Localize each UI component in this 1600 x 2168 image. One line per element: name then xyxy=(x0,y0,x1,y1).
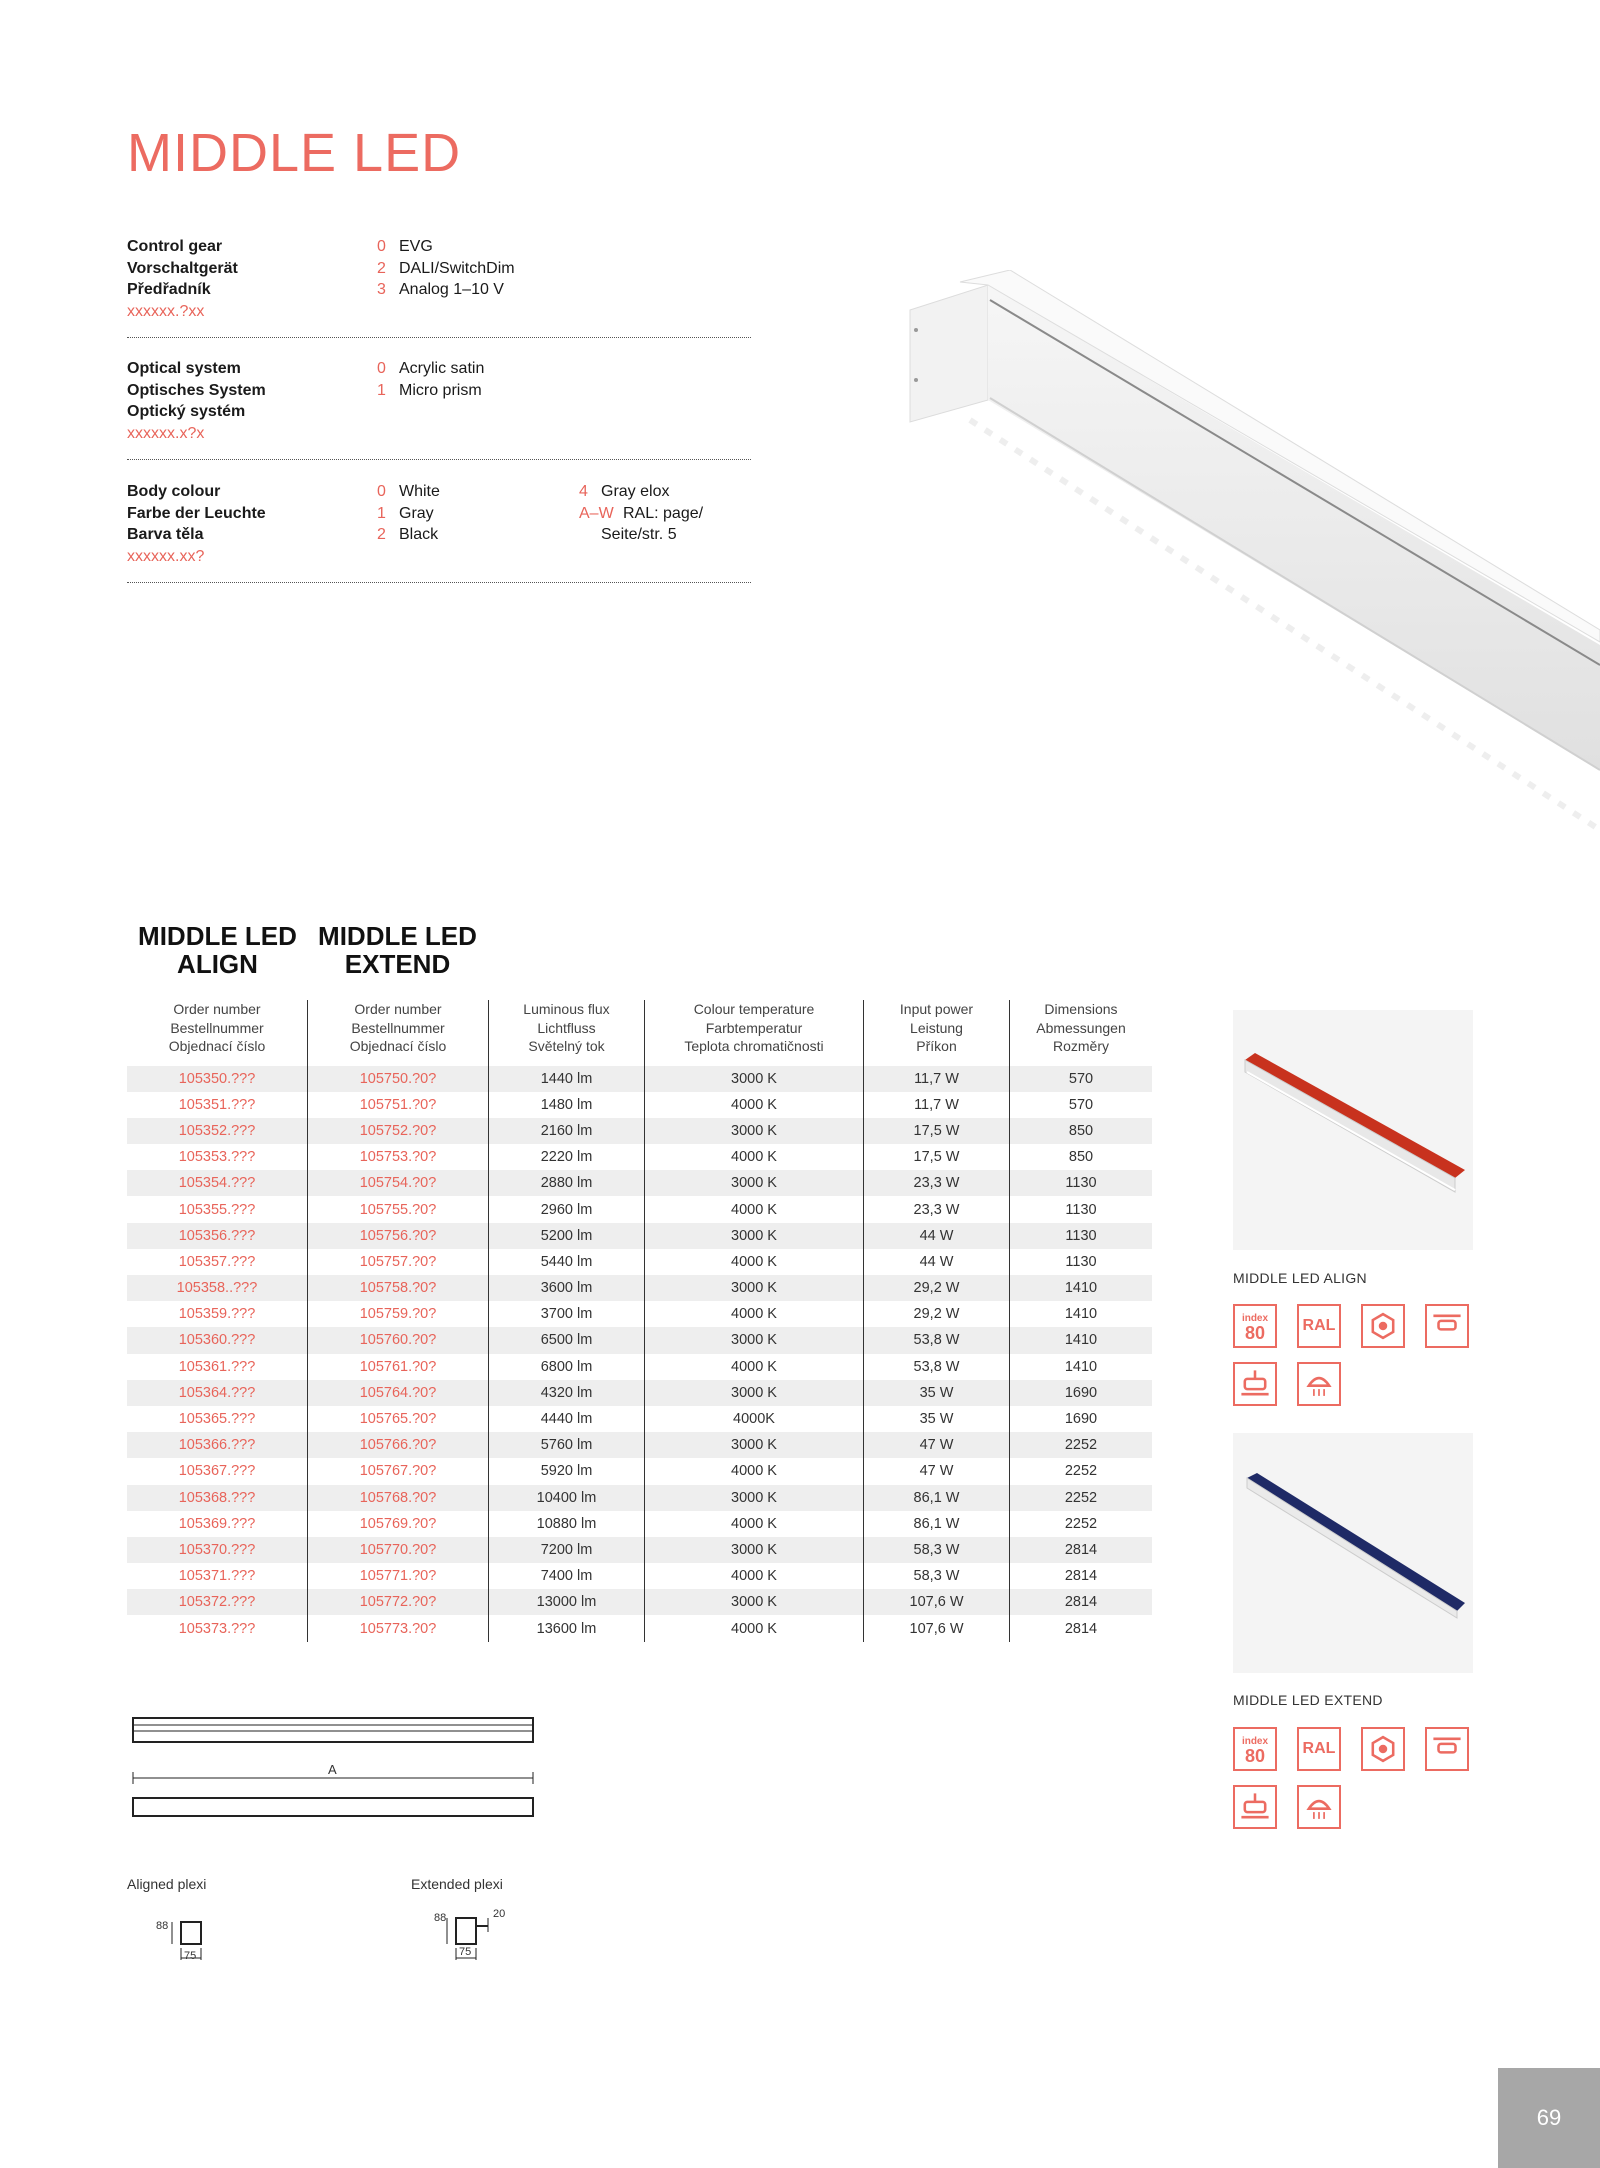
option-value xyxy=(377,236,515,258)
product-label-align: MIDDLE LED ALIGN xyxy=(1233,1270,1367,1286)
table-cell: 86,1 W xyxy=(864,1485,1010,1511)
page-number: 69 xyxy=(1498,2068,1600,2168)
feature-icons-align xyxy=(1233,1304,1493,1414)
table-cell: 105352.??? xyxy=(127,1118,308,1144)
dotted-divider xyxy=(127,337,751,338)
table-cell: 105373.??? xyxy=(127,1615,308,1641)
table-cell: 35 W xyxy=(864,1406,1010,1432)
table-cell: 2960 lm xyxy=(489,1196,645,1222)
table-row xyxy=(127,1615,1152,1641)
column-header-line: Lichtfluss xyxy=(537,1019,596,1036)
option-text: White xyxy=(399,483,440,500)
option-number: A–W xyxy=(579,504,614,522)
table-cell: 105364.??? xyxy=(127,1380,308,1406)
option-text: EVG xyxy=(399,238,433,255)
column-header-line: Leistung xyxy=(910,1019,963,1036)
index-label: index xyxy=(1241,1313,1269,1324)
table-cell: 2252 xyxy=(1010,1458,1153,1484)
option-text: DALI/SwitchDim xyxy=(399,259,515,277)
table-row xyxy=(127,1485,1152,1511)
table-cell: 105767.?0? xyxy=(308,1458,489,1484)
table-cell: 1410 xyxy=(1010,1275,1153,1301)
table-row xyxy=(127,1589,1152,1615)
table-cell: 105768.?0? xyxy=(308,1485,489,1511)
product-label-extend: MIDDLE LED EXTEND xyxy=(1233,1692,1383,1708)
table-cell: 29,2 W xyxy=(864,1275,1010,1301)
table-cell: 3000 K xyxy=(645,1432,864,1458)
table-cell: 105359.??? xyxy=(127,1301,308,1327)
option-label: Vorschaltgerät xyxy=(127,259,238,277)
ral-icon xyxy=(1297,1304,1341,1348)
table-cell: 2252 xyxy=(1010,1511,1153,1537)
column-header xyxy=(489,1000,645,1066)
table-cell: 2880 lm xyxy=(489,1170,645,1196)
option-value xyxy=(579,524,703,546)
option-code: xxxxxx.xx? xyxy=(127,547,205,565)
table-cell: 5920 lm xyxy=(489,1458,645,1484)
table-cell: 105764.?0? xyxy=(308,1380,489,1406)
option-labels xyxy=(127,358,266,444)
option-text: Micro prism xyxy=(399,381,482,399)
table-cell: 58,3 W xyxy=(864,1537,1010,1563)
profile-extended-height: 88 xyxy=(434,1912,447,1924)
table-cell: 1410 xyxy=(1010,1327,1153,1353)
table-cell: 1410 xyxy=(1010,1301,1153,1327)
profile-aligned-height: 88 xyxy=(156,1920,169,1932)
option-values xyxy=(377,358,484,401)
option-label: Control gear xyxy=(127,238,223,255)
suspended-light-icon xyxy=(1297,1785,1341,1829)
column-header xyxy=(864,1000,1010,1066)
table-row xyxy=(127,1066,1152,1092)
table-row xyxy=(127,1563,1152,1589)
table-cell: 4000 K xyxy=(645,1563,864,1589)
option-block xyxy=(127,481,751,581)
table-cell: 2160 lm xyxy=(489,1118,645,1144)
table-cell: 105750.?0? xyxy=(308,1066,489,1092)
option-number: 1 xyxy=(377,381,386,399)
option-value xyxy=(377,358,484,380)
table-cell: 11,7 W xyxy=(864,1092,1010,1118)
option-label: Optical system xyxy=(127,360,241,377)
table-cell: 13600 lm xyxy=(489,1615,645,1641)
table-cell: 4000 K xyxy=(645,1092,864,1118)
option-value xyxy=(377,481,440,503)
table-cell: 4440 lm xyxy=(489,1406,645,1432)
table-cell: 7200 lm xyxy=(489,1537,645,1563)
option-value xyxy=(579,481,703,503)
profile-label-extended: Extended plexi xyxy=(411,1876,503,1892)
option-number: 1 xyxy=(377,504,386,522)
table-cell: 2252 xyxy=(1010,1485,1153,1511)
column-header xyxy=(1010,1000,1153,1066)
table-cell: 3000 K xyxy=(645,1327,864,1353)
option-text: Seite/str. 5 xyxy=(601,526,677,543)
option-number: 2 xyxy=(377,259,386,277)
profile-aligned-width: 75 xyxy=(184,1950,197,1962)
dotted-divider xyxy=(127,459,751,460)
option-label: Předřadník xyxy=(127,281,211,298)
table-cell: 105365.??? xyxy=(127,1406,308,1432)
option-text: Acrylic satin xyxy=(399,360,485,377)
index-value: 80 xyxy=(1244,1746,1266,1766)
table-cell: 4000 K xyxy=(645,1196,864,1222)
table-cell: 6800 lm xyxy=(489,1354,645,1380)
table-cell: 4000K xyxy=(645,1406,864,1432)
table-cell: 3700 lm xyxy=(489,1301,645,1327)
table-cell: 1130 xyxy=(1010,1196,1153,1222)
table-cell: 105369.??? xyxy=(127,1511,308,1537)
column-header-line: Objednací číslo xyxy=(349,1038,447,1054)
table-cell: 105761.?0? xyxy=(308,1354,489,1380)
table-cell: 58,3 W xyxy=(864,1563,1010,1589)
group-header-line: MIDDLE LED xyxy=(318,921,477,951)
dimension-label: A xyxy=(328,1762,337,1777)
page-title: MIDDLE LED xyxy=(127,123,462,183)
table-cell: 4000 K xyxy=(645,1511,864,1537)
option-text: RAL: page/ xyxy=(623,504,704,522)
table-cell: 105755.?0? xyxy=(308,1196,489,1222)
column-header xyxy=(127,1000,308,1066)
option-values xyxy=(579,481,703,546)
table-cell: 2814 xyxy=(1010,1589,1153,1615)
table-cell: 53,8 W xyxy=(864,1327,1010,1353)
option-number: 0 xyxy=(377,238,386,255)
option-label: Body colour xyxy=(127,483,221,500)
option-values xyxy=(377,481,440,546)
table-cell: 850 xyxy=(1010,1118,1153,1144)
table-cell: 4320 lm xyxy=(489,1380,645,1406)
option-block xyxy=(127,236,751,336)
group-header-line: EXTEND xyxy=(344,949,451,979)
pendant-mount-icon xyxy=(1233,1785,1277,1829)
feature-icons-extend xyxy=(1233,1727,1493,1837)
profile-label-aligned: Aligned plexi xyxy=(127,1876,207,1892)
option-value xyxy=(377,524,440,546)
column-header xyxy=(645,1000,864,1066)
ral-label: RAL xyxy=(1302,1317,1336,1334)
table-cell: 105751.?0? xyxy=(308,1092,489,1118)
pendant-mount-icon xyxy=(1233,1362,1277,1406)
table-cell: 105360.??? xyxy=(127,1327,308,1353)
index-label: index xyxy=(1241,1736,1269,1747)
table-cell: 4000 K xyxy=(645,1458,864,1484)
dotted-divider xyxy=(127,582,751,583)
option-text: Black xyxy=(399,526,439,543)
table-cell: 105757.?0? xyxy=(308,1249,489,1275)
table-cell: 1410 xyxy=(1010,1354,1153,1380)
table-cell: 5440 lm xyxy=(489,1249,645,1275)
table-cell: 105758.?0? xyxy=(308,1275,489,1301)
nut-icon xyxy=(1361,1304,1405,1348)
table-cell: 3600 lm xyxy=(489,1275,645,1301)
column-header-line: Order number xyxy=(354,1001,442,1017)
table-cell: 105759.?0? xyxy=(308,1301,489,1327)
column-header-line: Světelný tok xyxy=(528,1038,605,1054)
table-cell: 7400 lm xyxy=(489,1563,645,1589)
table-cell: 10880 lm xyxy=(489,1511,645,1537)
option-value xyxy=(377,380,484,402)
group-header-line: ALIGN xyxy=(177,949,258,979)
table-row xyxy=(127,1275,1152,1301)
ral-icon xyxy=(1297,1727,1341,1771)
table-cell: 4000 K xyxy=(645,1144,864,1170)
column-header-line: Příkon xyxy=(916,1038,957,1054)
column-header-line: Luminous flux xyxy=(523,1001,610,1017)
table-row xyxy=(127,1458,1152,1484)
option-label: Barva těla xyxy=(127,526,204,543)
table-cell: 105772.?0? xyxy=(308,1589,489,1615)
group-header-line: MIDDLE LED xyxy=(138,921,297,951)
column-header-line: Dimensions xyxy=(1044,1001,1118,1017)
table-cell: 4000 K xyxy=(645,1301,864,1327)
spec-table xyxy=(127,1000,1152,1642)
option-value xyxy=(377,279,515,301)
table-cell: 105771.?0? xyxy=(308,1563,489,1589)
option-number: 0 xyxy=(377,360,386,377)
table-cell: 3000 K xyxy=(645,1589,864,1615)
table-cell: 3000 K xyxy=(645,1066,864,1092)
table-cell: 2252 xyxy=(1010,1432,1153,1458)
nut-icon xyxy=(1361,1727,1405,1771)
column-header-line: Abmessungen xyxy=(1036,1019,1126,1036)
table-cell: 850 xyxy=(1010,1144,1153,1170)
option-labels xyxy=(127,236,238,322)
table-cell: 105353.??? xyxy=(127,1144,308,1170)
table-cell: 1440 lm xyxy=(489,1066,645,1092)
table-cell: 1480 lm xyxy=(489,1092,645,1118)
table-cell: 2814 xyxy=(1010,1563,1153,1589)
column-header-line: Teplota chromatičnosti xyxy=(684,1038,824,1054)
option-code: xxxxxx.?xx xyxy=(127,302,205,320)
table-cell: 105754.?0? xyxy=(308,1170,489,1196)
option-number: 0 xyxy=(377,483,386,500)
option-value xyxy=(579,503,703,525)
index-80-icon xyxy=(1233,1304,1277,1348)
table-cell: 107,6 W xyxy=(864,1589,1010,1615)
option-number: 2 xyxy=(377,526,386,543)
table-cell: 23,3 W xyxy=(864,1170,1010,1196)
table-cell: 105752.?0? xyxy=(308,1118,489,1144)
column-header-line: Objednací číslo xyxy=(168,1038,266,1054)
table-cell: 105370.??? xyxy=(127,1537,308,1563)
option-number: 3 xyxy=(377,281,386,298)
table-row xyxy=(127,1301,1152,1327)
index-value: 80 xyxy=(1244,1323,1266,1343)
table-cell: 1690 xyxy=(1010,1380,1153,1406)
table-cell: 105766.?0? xyxy=(308,1432,489,1458)
table-cell: 4000 K xyxy=(645,1354,864,1380)
table-row xyxy=(127,1511,1152,1537)
table-cell: 570 xyxy=(1010,1066,1153,1092)
product-image-align xyxy=(1233,1010,1473,1250)
table-cell: 29,2 W xyxy=(864,1301,1010,1327)
table-cell: 1690 xyxy=(1010,1406,1153,1432)
option-text: Gray elox xyxy=(601,483,670,500)
table-cell: 11,7 W xyxy=(864,1066,1010,1092)
ceiling-mount-icon xyxy=(1425,1304,1469,1348)
column-header-line: Bestellnummer xyxy=(351,1019,445,1036)
group-header-align xyxy=(130,922,305,978)
lamp-illustration xyxy=(900,270,1600,870)
table-cell: 47 W xyxy=(864,1458,1010,1484)
dimension-drawing xyxy=(127,1712,547,1822)
table-cell: 105765.?0? xyxy=(308,1406,489,1432)
table-row xyxy=(127,1092,1152,1118)
table-cell: 105372.??? xyxy=(127,1589,308,1615)
column-header-line: Input power xyxy=(899,1001,974,1017)
option-code: xxxxxx.x?x xyxy=(127,424,205,442)
table-cell: 105356.??? xyxy=(127,1223,308,1249)
option-text: Analog 1–10 V xyxy=(399,281,504,298)
table-cell: 570 xyxy=(1010,1092,1153,1118)
table-cell: 44 W xyxy=(864,1223,1010,1249)
table-cell: 6500 lm xyxy=(489,1327,645,1353)
column-header-line: Colour temperature xyxy=(693,1001,815,1017)
table-cell: 4000 K xyxy=(645,1615,864,1641)
table-row xyxy=(127,1537,1152,1563)
table-row xyxy=(127,1223,1152,1249)
table-cell: 105358..??? xyxy=(127,1275,308,1301)
table-cell: 47 W xyxy=(864,1432,1010,1458)
table-cell: 86,1 W xyxy=(864,1511,1010,1537)
column-header-line: Bestellnummer xyxy=(170,1019,264,1036)
table-row xyxy=(127,1432,1152,1458)
table-cell: 105773.?0? xyxy=(308,1615,489,1641)
table-cell: 17,5 W xyxy=(864,1118,1010,1144)
table-cell: 105361.??? xyxy=(127,1354,308,1380)
table-cell: 105367.??? xyxy=(127,1458,308,1484)
table-cell: 105769.?0? xyxy=(308,1511,489,1537)
table-cell: 17,5 W xyxy=(864,1144,1010,1170)
table-row xyxy=(127,1380,1152,1406)
table-cell: 13000 lm xyxy=(489,1589,645,1615)
suspended-light-icon xyxy=(1297,1362,1341,1406)
option-labels xyxy=(127,481,266,567)
table-cell: 2814 xyxy=(1010,1537,1153,1563)
table-row xyxy=(127,1354,1152,1380)
profile-extended-extension: 20 xyxy=(493,1908,506,1920)
table-cell: 3000 K xyxy=(645,1170,864,1196)
table-cell: 3000 K xyxy=(645,1485,864,1511)
ceiling-mount-icon xyxy=(1425,1727,1469,1771)
table-cell: 105371.??? xyxy=(127,1563,308,1589)
column-header-line: Rozměry xyxy=(1052,1038,1109,1054)
option-value xyxy=(377,503,440,525)
table-cell: 107,6 W xyxy=(864,1615,1010,1641)
table-cell: 105351.??? xyxy=(127,1092,308,1118)
table-cell: 105753.?0? xyxy=(308,1144,489,1170)
table-cell: 105357.??? xyxy=(127,1249,308,1275)
table-cell: 105366.??? xyxy=(127,1432,308,1458)
option-label: Optický systém xyxy=(127,403,246,420)
table-row xyxy=(127,1196,1152,1222)
table-cell: 23,3 W xyxy=(864,1196,1010,1222)
table-cell: 1130 xyxy=(1010,1170,1153,1196)
group-header-extend xyxy=(310,922,485,978)
table-cell: 2814 xyxy=(1010,1615,1153,1641)
option-block xyxy=(127,358,751,458)
table-row xyxy=(127,1327,1152,1353)
option-label: Farbe der Leuchte xyxy=(127,504,266,522)
option-values xyxy=(377,236,515,301)
table-cell: 105756.?0? xyxy=(308,1223,489,1249)
table-cell: 5760 lm xyxy=(489,1432,645,1458)
table-cell: 5200 lm xyxy=(489,1223,645,1249)
table-row xyxy=(127,1170,1152,1196)
table-cell: 105770.?0? xyxy=(308,1537,489,1563)
option-value xyxy=(377,258,515,280)
table-row xyxy=(127,1406,1152,1432)
table-cell: 4000 K xyxy=(645,1249,864,1275)
table-cell: 3000 K xyxy=(645,1118,864,1144)
table-cell: 2220 lm xyxy=(489,1144,645,1170)
table-cell: 1130 xyxy=(1010,1223,1153,1249)
table-cell: 105760.?0? xyxy=(308,1327,489,1353)
table-cell: 53,8 W xyxy=(864,1354,1010,1380)
option-label: Optisches System xyxy=(127,381,266,399)
column-header xyxy=(308,1000,489,1066)
option-text: Gray xyxy=(399,504,434,522)
table-cell: 3000 K xyxy=(645,1537,864,1563)
index-80-icon xyxy=(1233,1727,1277,1771)
table-cell: 3000 K xyxy=(645,1380,864,1406)
option-number: 4 xyxy=(579,483,588,500)
table-cell: 105355.??? xyxy=(127,1196,308,1222)
table-cell: 3000 K xyxy=(645,1275,864,1301)
table-cell: 10400 lm xyxy=(489,1485,645,1511)
table-cell: 105350.??? xyxy=(127,1066,308,1092)
profile-extended-width: 75 xyxy=(459,1946,472,1958)
column-header-line: Farbtemperatur xyxy=(705,1019,803,1036)
table-row xyxy=(127,1144,1152,1170)
table-row xyxy=(127,1118,1152,1144)
table-cell: 1130 xyxy=(1010,1249,1153,1275)
table-cell: 105354.??? xyxy=(127,1170,308,1196)
table-cell: 3000 K xyxy=(645,1223,864,1249)
table-cell: 105368.??? xyxy=(127,1485,308,1511)
table-cell: 44 W xyxy=(864,1249,1010,1275)
table-cell: 35 W xyxy=(864,1380,1010,1406)
table-row xyxy=(127,1249,1152,1275)
column-header-line: Order number xyxy=(173,1001,261,1017)
product-image-extend xyxy=(1233,1433,1473,1673)
ral-label: RAL xyxy=(1302,1740,1336,1757)
